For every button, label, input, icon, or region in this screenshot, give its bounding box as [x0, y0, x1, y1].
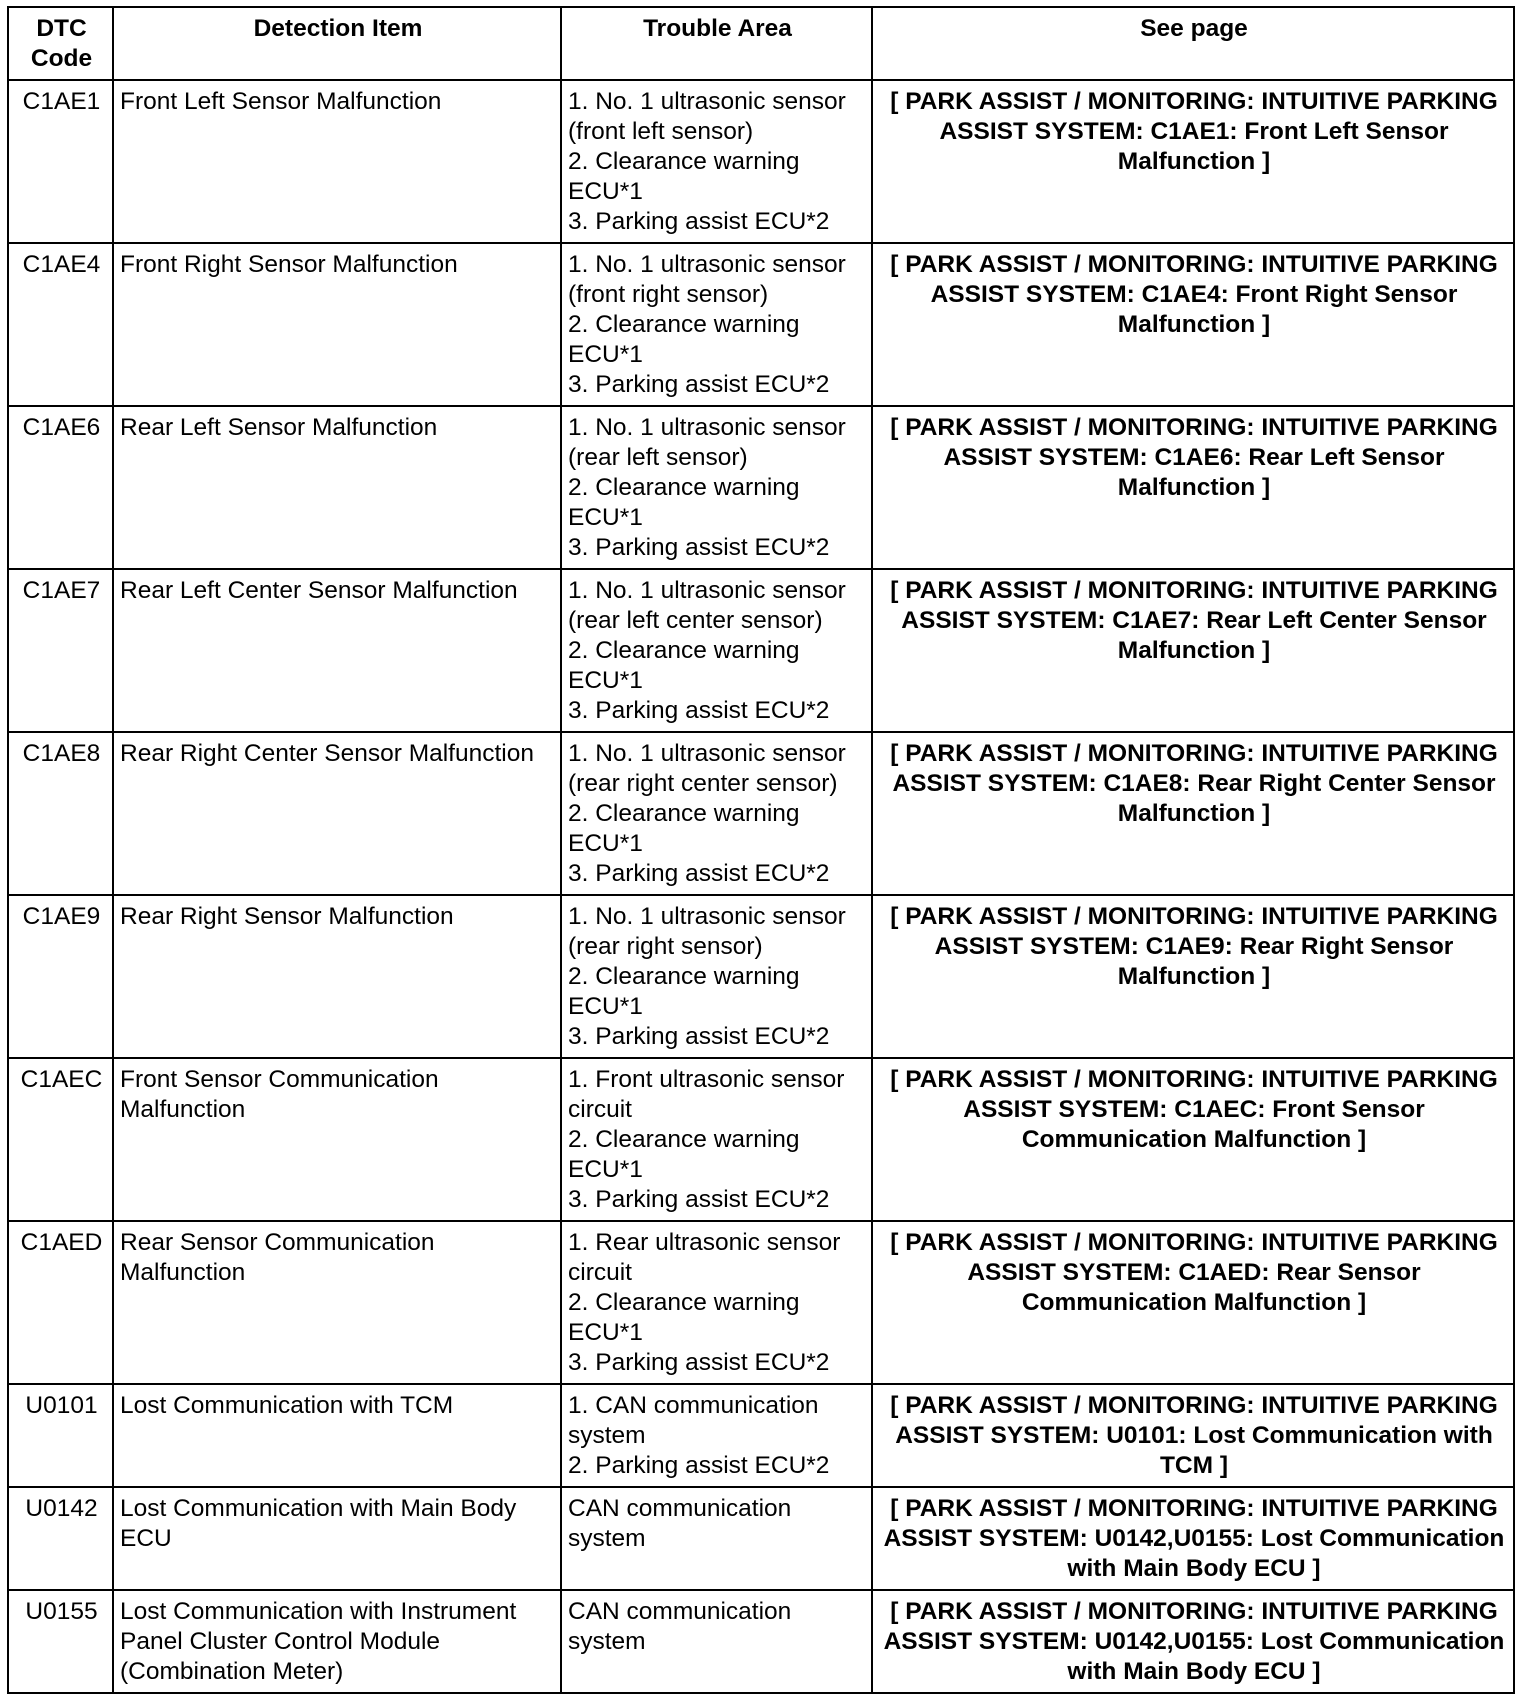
dtc-code-cell: U0142: [8, 1487, 113, 1590]
detection-item-cell: Rear Right Sensor Malfunction: [113, 895, 561, 1058]
column-header-detection-item: Detection Item: [113, 7, 561, 80]
dtc-code-cell: U0101: [8, 1384, 113, 1487]
see-page-link[interactable]: [ PARK ASSIST / MONITORING: INTUITIVE PARKING ASSIST SYSTEM: U0101: Lost Communication with TCM ]: [872, 1384, 1514, 1487]
detection-item-cell: Front Left Sensor Malfunction: [113, 80, 561, 243]
detection-item-cell: Lost Communication with TCM: [113, 1384, 561, 1487]
see-page-link[interactable]: [ PARK ASSIST / MONITORING: INTUITIVE PARKING ASSIST SYSTEM: C1AED: Rear Sensor Communication Malfunction ]: [872, 1221, 1514, 1384]
see-page-link[interactable]: [ PARK ASSIST / MONITORING: INTUITIVE PARKING ASSIST SYSTEM: C1AE6: Rear Left Sensor Malfunction ]: [872, 406, 1514, 569]
detection-item-cell: Rear Left Sensor Malfunction: [113, 406, 561, 569]
table-row: [8, 569, 1514, 732]
detection-item-cell: Front Sensor Communication Malfunction: [113, 1058, 561, 1221]
see-page-link[interactable]: [ PARK ASSIST / MONITORING: INTUITIVE PARKING ASSIST SYSTEM: C1AE8: Rear Right Center Sensor Malfunction ]: [872, 732, 1514, 895]
table-row: [8, 1221, 1514, 1384]
table-row: [8, 1058, 1514, 1221]
trouble-area-cell: 1. Front ultrasonic sensor circuit 2. Clearance warning ECU*1 3. Parking assist ECU*2: [561, 1058, 872, 1221]
dtc-code-cell: U0155: [8, 1590, 113, 1693]
trouble-area-cell: 1. CAN communication system 2. Parking assist ECU*2: [561, 1384, 872, 1487]
trouble-area-cell: 1. No. 1 ultrasonic sensor (rear right center sensor) 2. Clearance warning ECU*1 3. Parking assist ECU*2: [561, 732, 872, 895]
table-row: [8, 80, 1514, 243]
table-header-row: [8, 7, 1514, 80]
table-row: [8, 1384, 1514, 1487]
column-header-trouble-area: Trouble Area: [561, 7, 872, 80]
trouble-area-cell: CAN communication system: [561, 1487, 872, 1590]
dtc-code-cell: C1AE6: [8, 406, 113, 569]
table-row: [8, 732, 1514, 895]
detection-item-cell: Rear Sensor Communication Malfunction: [113, 1221, 561, 1384]
dtc-code-cell: C1AE9: [8, 895, 113, 1058]
trouble-area-cell: 1. No. 1 ultrasonic sensor (rear left center sensor) 2. Clearance warning ECU*1 3. Parking assist ECU*2: [561, 569, 872, 732]
trouble-area-cell: 1. No. 1 ultrasonic sensor (rear left sensor) 2. Clearance warning ECU*1 3. Parking assist ECU*2: [561, 406, 872, 569]
see-page-link[interactable]: [ PARK ASSIST / MONITORING: INTUITIVE PARKING ASSIST SYSTEM: C1AEC: Front Sensor Communication Malfunction ]: [872, 1058, 1514, 1221]
table-row: [8, 1487, 1514, 1590]
dtc-code-cell: C1AEC: [8, 1058, 113, 1221]
table-row: [8, 895, 1514, 1058]
table-row: [8, 1590, 1514, 1693]
see-page-link[interactable]: [ PARK ASSIST / MONITORING: INTUITIVE PARKING ASSIST SYSTEM: C1AE1: Front Left Sensor Malfunction ]: [872, 80, 1514, 243]
dtc-code-cell: C1AED: [8, 1221, 113, 1384]
detection-item-cell: Rear Left Center Sensor Malfunction: [113, 569, 561, 732]
dtc-code-cell: C1AE4: [8, 243, 113, 406]
dtc-table: [7, 6, 1515, 1694]
trouble-area-cell: 1. Rear ultrasonic sensor circuit 2. Clearance warning ECU*1 3. Parking assist ECU*2: [561, 1221, 872, 1384]
detection-item-cell: Lost Communication with Instrument Panel Cluster Control Module (Combination Meter): [113, 1590, 561, 1693]
trouble-area-cell: 1. No. 1 ultrasonic sensor (front left sensor) 2. Clearance warning ECU*1 3. Parking assist ECU*2: [561, 80, 872, 243]
table-row: [8, 243, 1514, 406]
column-header-dtc-code: DTC Code: [8, 7, 113, 80]
detection-item-cell: Lost Communication with Main Body ECU: [113, 1487, 561, 1590]
table-row: [8, 406, 1514, 569]
trouble-area-cell: 1. No. 1 ultrasonic sensor (front right sensor) 2. Clearance warning ECU*1 3. Parking assist ECU*2: [561, 243, 872, 406]
detection-item-cell: Front Right Sensor Malfunction: [113, 243, 561, 406]
see-page-link[interactable]: [ PARK ASSIST / MONITORING: INTUITIVE PARKING ASSIST SYSTEM: C1AE9: Rear Right Sensor Malfunction ]: [872, 895, 1514, 1058]
column-header-see-page: See page: [872, 7, 1514, 80]
see-page-link[interactable]: [ PARK ASSIST / MONITORING: INTUITIVE PARKING ASSIST SYSTEM: C1AE4: Front Right Sensor Malfunction ]: [872, 243, 1514, 406]
see-page-link[interactable]: [ PARK ASSIST / MONITORING: INTUITIVE PARKING ASSIST SYSTEM: U0142,U0155: Lost Communication with Main Body ECU ]: [872, 1487, 1514, 1590]
see-page-link[interactable]: [ PARK ASSIST / MONITORING: INTUITIVE PARKING ASSIST SYSTEM: U0142,U0155: Lost Communication with Main Body ECU ]: [872, 1590, 1514, 1693]
dtc-code-cell: C1AE7: [8, 569, 113, 732]
trouble-area-cell: 1. No. 1 ultrasonic sensor (rear right sensor) 2. Clearance warning ECU*1 3. Parking assist ECU*2: [561, 895, 872, 1058]
dtc-code-cell: C1AE1: [8, 80, 113, 243]
dtc-code-cell: C1AE8: [8, 732, 113, 895]
see-page-link[interactable]: [ PARK ASSIST / MONITORING: INTUITIVE PARKING ASSIST SYSTEM: C1AE7: Rear Left Center Sensor Malfunction ]: [872, 569, 1514, 732]
detection-item-cell: Rear Right Center Sensor Malfunction: [113, 732, 561, 895]
trouble-area-cell: CAN communication system: [561, 1590, 872, 1693]
